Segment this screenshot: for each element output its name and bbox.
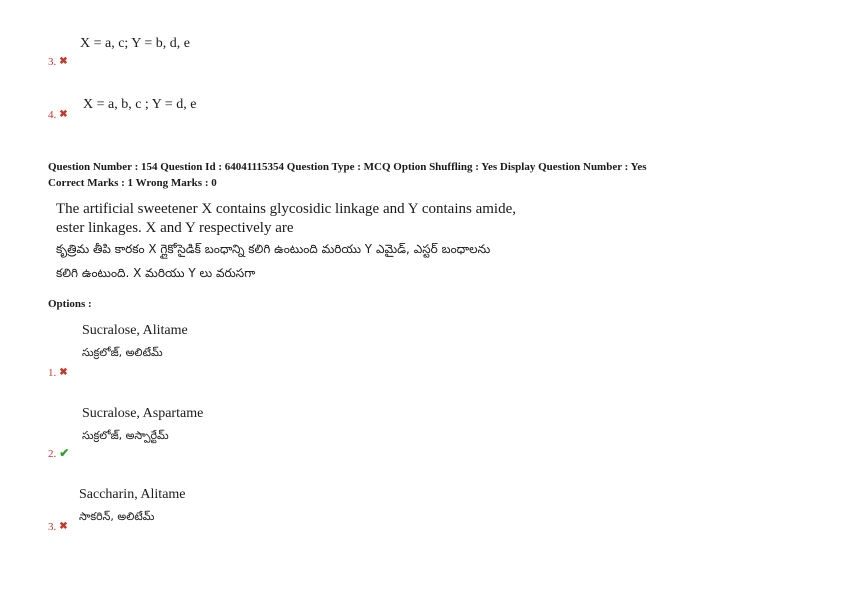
question-text-te-line2: కలిగి ఉంటుంది. X మరియు Y లు వరుసగా — [56, 266, 256, 280]
option-2-text-en: Sucralose, Aspartame — [82, 406, 204, 421]
question-meta-line: Question Number : 154 Question Id : 64041115354 Question Type : MCQ Option Shuffling : Yes Display Question Number : Yes — [48, 161, 647, 173]
option-2-label: 2. — [48, 447, 57, 460]
cross-icon: ✖ — [59, 367, 68, 378]
option-2-text-te: సుక్రలోజ్, అస్పార్టేమ్ — [82, 429, 169, 442]
question-marks-line: Correct Marks : 1 Wrong Marks : 0 — [48, 177, 217, 189]
prev-option-4-number — [48, 109, 68, 121]
check-icon: ✔ — [59, 446, 70, 460]
cross-icon: ✖ — [59, 521, 68, 532]
prev-option-3-number — [48, 56, 68, 68]
option-3-label: 3. — [48, 521, 57, 533]
prev-option-4-text: X = a, b, c ; Y = d, e — [83, 97, 197, 112]
prev-option-3-text: X = a, c; Y = b, d, e — [80, 36, 191, 51]
prev-option-3-label: 3. — [48, 56, 57, 68]
cross-icon: ✖ — [59, 56, 68, 67]
question-text-en-line2: ester linkages. X and Y respectively are — [56, 220, 294, 236]
option-1-text-te: సుక్రలోజ్, అలిటేమ్ — [82, 346, 163, 359]
cross-icon: ✖ — [59, 109, 68, 120]
question-text-te-line1: కృత్రిమ తీపి కారకం X గ్లైకోసైడిక్ బంధాన్ని కలిగి ఉంటుంది మరియు Y ఎమైడ్, ఎస్టర్ బంధాలను — [56, 242, 491, 256]
prev-option-4-label: 4. — [48, 109, 57, 121]
option-3-number — [48, 521, 68, 533]
option-2-number — [48, 446, 69, 461]
option-1-text-en: Sucralose, Alitame — [82, 323, 188, 338]
options-label: Options : — [48, 298, 92, 310]
option-3-text-te: సాకరిన్, అలిటేమ్ — [79, 510, 155, 523]
option-1-number — [48, 367, 68, 379]
question-text-en-line1: The artificial sweetener X contains glycosidic linkage and Y contains amide, — [56, 201, 516, 217]
option-1-label: 1. — [48, 367, 57, 379]
option-3-text-en: Saccharin, Alitame — [79, 487, 186, 502]
